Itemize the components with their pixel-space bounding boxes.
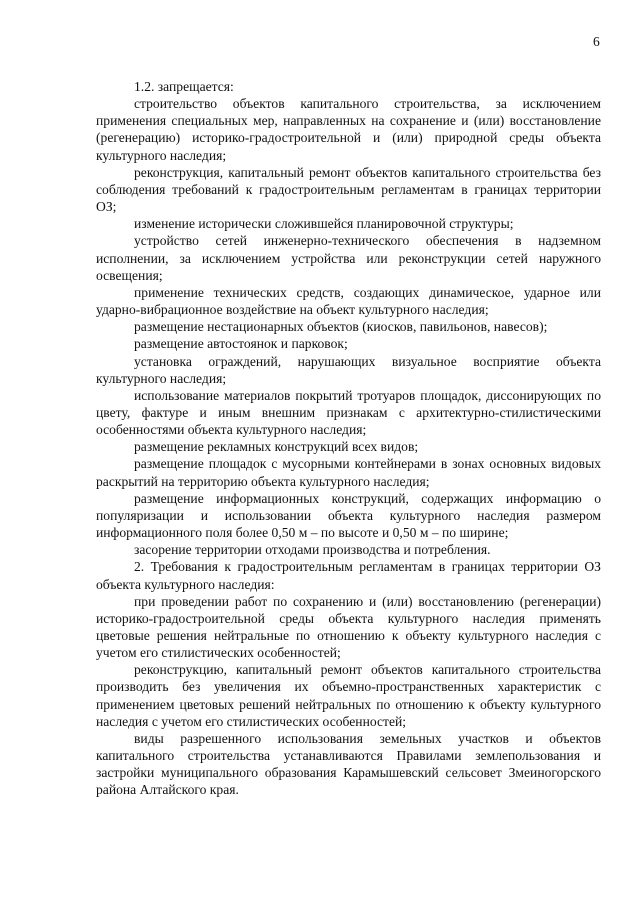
document-body <box>96 78 601 799</box>
paragraph-2-heading: 2. Требования к градостроительным регламентам в границах территории ОЗ объекта культурного наследия: <box>96 559 601 592</box>
paragraph: засорение территории отходами производства и потребления. <box>134 542 491 558</box>
paragraph: при проведении работ по сохранению и (или) восстановлению (регенерации) историко-градостроительной среды объекта культурного наследия применять цветовые решения нейтральные по отношению к объекту культурного наследия с учетом его стилистических особенностей; <box>96 593 601 661</box>
paragraph: размещение информационных конструкций, содержащих информацию о популяризации и использовании объекта культурного наследия размером информационного поля более 0,50 м – по высоте и 0,50 м – по ширине; <box>96 490 601 541</box>
paragraph: реконструкцию, капитальный ремонт объектов капитального строительства производить без увеличения их объемно-пространственных характеристик с применением цветовых решений нейтральных по отношению к объекту культурного наследия с учетом его стилистических особенностей; <box>96 662 601 729</box>
paragraph: использование материалов покрытий тротуаров площадок, диссонирующих по цвету, фактуре и иным внешним признакам с архитектурно-стилистическими особенностями объекта культурного наследия; <box>96 387 601 438</box>
paragraph: установка ограждений, нарушающих визуальное восприятие объекта культурного наследия; <box>96 353 601 386</box>
paragraph: размещение нестационарных объектов (киосков, павильонов, навесов); <box>134 319 548 335</box>
paragraph: изменение исторически сложившейся планировочной структуры; <box>134 216 514 232</box>
paragraph: реконструкция, капитальный ремонт объектов капитального строительства без соблюдения требований к градостроительным регламентам в границах территории ОЗ; <box>96 164 601 215</box>
paragraph: строительство объектов капитального строительства, за исключением применения специальных мер, направленных на сохранение и (или) восстановление (регенерацию) историко-градостроительной и (или) природной среды объекта культурного наследия; <box>96 96 601 163</box>
paragraph: устройство сетей инженерно-технического обеспечения в надземном исполнении, за исключением устройства или реконструкции сетей наружного освещения; <box>96 233 601 283</box>
paragraph-1-2-heading: 1.2. запрещается: <box>134 79 234 94</box>
paragraph: применение технических средств, создающих динамическое, ударное или ударно-вибрационное воздействие на объект культурного наследия; <box>96 284 601 318</box>
paragraph: размещение площадок с мусорными контейнерами в зонах основных видовых раскрытий на территорию объекта культурного наследия; <box>96 456 601 489</box>
paragraph: виды разрешенного использования земельных участков и объектов капитального строительства устанавливаются Правилами землепользования и застройки муниципального образования Карамышевский сельсовет Змеиногорского района Алтайского края. <box>96 730 601 798</box>
page-number: 6 <box>593 34 600 49</box>
paragraph: размещение автостоянок и парковок; <box>134 336 348 352</box>
paragraph: размещение рекламных конструкций всех видов; <box>134 439 419 455</box>
